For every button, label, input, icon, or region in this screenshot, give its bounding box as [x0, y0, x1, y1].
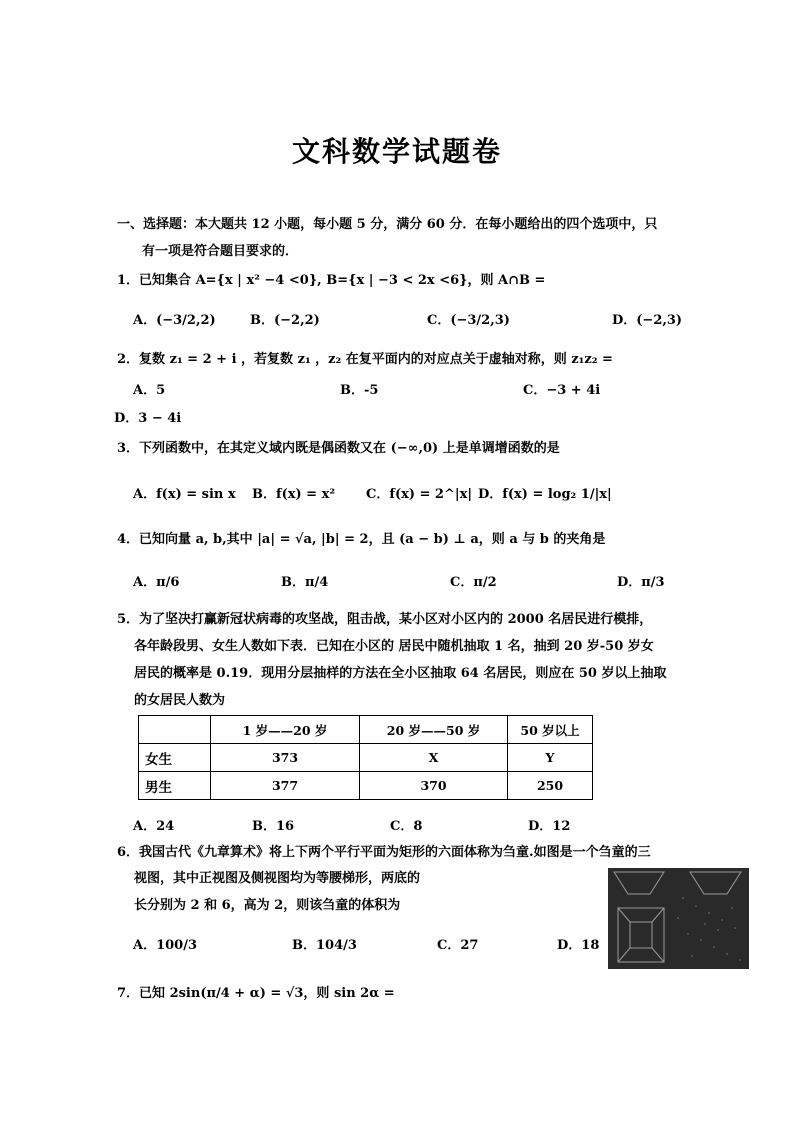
table-header-cell: 50 岁以上 — [508, 716, 593, 744]
table-row — [139, 772, 593, 800]
question-5-option-a: A．24 — [133, 819, 175, 834]
question-5-line-2: 各年龄段男、女生人数如下表．已知在小区的 居民中随机抽取 1 名，抽到 20 岁-50 岁女 — [134, 639, 654, 654]
question-3-option-d: D．f(x) = log₂ 1/|x| — [478, 487, 612, 502]
question-3-option-b: B．f(x) = x² — [252, 487, 336, 502]
question-6-line-3: 长分别为 2 和 6，高为 2，则该刍童的体积为 — [134, 898, 401, 913]
section-heading-line1: 一、选择题：本大题共 12 小题，每小题 5 分，满分 60 分．在每小题给出的四个选项中，只 — [117, 217, 658, 232]
question-5-line-4: 的女居民人数为 — [134, 693, 226, 708]
table-cell: X — [360, 744, 508, 772]
table-header-cell: 20 岁——50 岁 — [360, 716, 508, 744]
question-3-option-a: A．f(x) = sin x — [133, 487, 236, 502]
table-cell: 377 — [211, 772, 360, 800]
front-view-trapezoid — [614, 872, 664, 894]
question-1-option-a: A．(−3/2,2) — [133, 313, 216, 328]
table-row — [139, 744, 593, 772]
three-view-figure — [608, 868, 749, 969]
question-3-stem: 3．下列函数中，在其定义域内既是偶函数又在 (−∞,0) 上是单调增函数的是 — [117, 441, 560, 456]
top-view-inner-rectangle — [630, 922, 652, 948]
question-2-stem: 2．复数 z₁ = 2 + i ，若复数 z₁ ，z₂ 在复平面内的对应点关于虚轴对称，则 z₁z₂ = — [117, 352, 613, 367]
question-5-line-3: 居民的概率是 0.19．现用分层抽样的方法在全小区抽取 64 名居民，则应在 50 岁以上抽取 — [134, 666, 667, 681]
question-4-option-a: A．π/6 — [133, 575, 180, 590]
section-heading-line2: 有一项是符合题目要求的． — [142, 244, 299, 259]
question-3-option-c: C．f(x) = 2^|x| — [366, 487, 473, 502]
question-4-option-b: B．π/4 — [281, 575, 329, 590]
table-cell: 373 — [211, 744, 360, 772]
question-6-option-d: D．18 — [557, 938, 600, 953]
question-1-option-d: D．(−2,3) — [612, 313, 683, 328]
table-row-label: 男生 — [139, 772, 211, 800]
table-cell: 250 — [508, 772, 593, 800]
question-7-stem: 7．已知 2sin(π/4 + α) = √3，则 sin 2α = — [117, 986, 395, 1001]
question-2-option-c: C．−3 + 4i — [523, 383, 601, 398]
table-header-row — [139, 716, 593, 744]
table-header-cell — [139, 716, 211, 744]
question-2-option-d: D．3 − 4i — [114, 411, 182, 426]
side-view-trapezoid — [690, 872, 741, 894]
question-5-line-1: 5．为了坚决打赢新冠状病毒的攻坚战，阻击战，某小区对小区内的 2000 名居民进行模排， — [117, 612, 653, 627]
question-6-line-2: 视图，其中正视图及侧视图均为等腰梯形，两底的 — [134, 871, 421, 886]
question-6-option-b: B．104/3 — [292, 938, 357, 953]
table-cell: Y — [508, 744, 593, 772]
question-6-option-c: C．27 — [437, 938, 479, 953]
question-1-option-c: C．(−3/2,3) — [427, 313, 510, 328]
question-1-option-b: B．(−2,2) — [250, 313, 320, 328]
question-2-option-a: A．5 — [133, 383, 166, 398]
table-header-cell: 1 岁——20 岁 — [211, 716, 360, 744]
question-6-line-1: 6．我国古代《九章算术》将上下两个平行平面为矩形的六面体称为刍童.如图是一个刍童的三 — [117, 845, 651, 860]
table-cell: 370 — [360, 772, 508, 800]
question-6-option-a: A．100/3 — [133, 938, 198, 953]
question-5-option-b: B．16 — [252, 819, 295, 834]
question-5-option-c: C．8 — [390, 819, 423, 834]
page-title: 文科数学试题卷 — [291, 135, 502, 168]
question-2-option-b: B．-5 — [340, 383, 379, 398]
question-4-stem: 4．已知向量 a, b,其中 |a| = √a, |b| = 2，且 (a − b) ⊥ a，则 a 与 b 的夹角是 — [117, 532, 606, 547]
question-1-stem: 1．已知集合 A={x | x² −4 <0}, B={x | −3 < 2x <6}，则 A∩B = — [117, 273, 546, 288]
population-table — [138, 715, 593, 800]
table-row-label: 女生 — [139, 744, 211, 772]
question-4-option-d: D．π/3 — [617, 575, 665, 590]
question-5-option-d: D．12 — [528, 819, 571, 834]
three-view-drawing — [608, 868, 749, 969]
question-4-option-c: C．π/2 — [450, 575, 497, 590]
